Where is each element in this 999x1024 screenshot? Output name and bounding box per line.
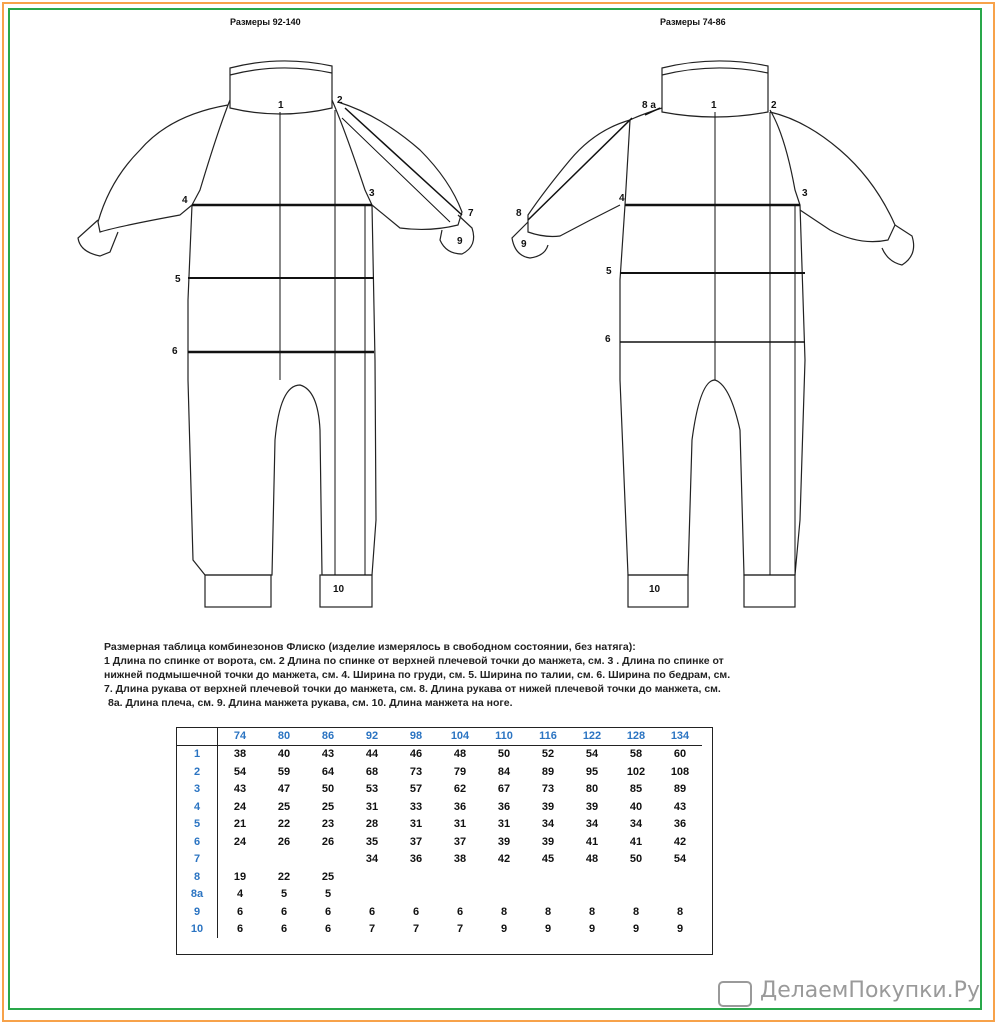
table-cell: 25	[321, 870, 335, 883]
right-marker-9: 9	[521, 239, 527, 250]
table-cell	[438, 868, 482, 886]
size-header-cell: 128	[614, 727, 658, 745]
table-cell: 40	[629, 800, 643, 813]
table-cell: 37	[409, 835, 423, 848]
table-cell: 39	[497, 835, 511, 848]
table-cell	[306, 851, 350, 869]
table-cell: 6	[236, 923, 244, 936]
table-corner-cell	[177, 727, 218, 745]
table-row	[177, 886, 702, 904]
table-cell: 6	[412, 905, 420, 918]
row-label: 2	[177, 763, 218, 781]
table-cell: 46	[409, 748, 423, 761]
table-cell: 43	[321, 748, 335, 761]
table-cell: 23	[321, 818, 335, 831]
table-row	[177, 868, 702, 886]
table-cell: 89	[541, 765, 555, 778]
table-cell: 67	[497, 783, 511, 796]
table-cell: 108	[670, 765, 690, 778]
table-cell: 31	[409, 818, 423, 831]
row-label: 3	[177, 781, 218, 799]
table-cell: 44	[365, 748, 379, 761]
table-cell: 60	[673, 748, 687, 761]
row-label: 9	[177, 903, 218, 921]
table-cell: 9	[632, 923, 640, 936]
table-cell	[262, 851, 306, 869]
table-cell: 68	[365, 765, 379, 778]
table-cell	[482, 886, 526, 904]
table-cell: 22	[277, 818, 291, 831]
table-cell: 8	[544, 905, 552, 918]
cart-logo-icon	[718, 981, 752, 1007]
row-label: 4	[177, 798, 218, 816]
table-cell: 21	[233, 818, 247, 831]
table-cell	[394, 868, 438, 886]
table-cell: 41	[585, 835, 599, 848]
size-header-cell: 80	[262, 727, 306, 745]
table-cell: 38	[233, 748, 247, 761]
table-cell: 73	[409, 765, 423, 778]
description-line-3: нижней подмышечной точки до манжета, см. 4. Ширина по груди, см. 5. Ширина по талии, см. 6. Ширина по бедрам, см.	[104, 669, 731, 681]
table-cell	[614, 868, 658, 886]
right-size-title: Размеры 74-86	[660, 17, 726, 27]
table-cell: 41	[629, 835, 643, 848]
table-cell: 31	[497, 818, 511, 831]
right-measure-lines	[528, 108, 805, 575]
table-cell: 6	[368, 905, 376, 918]
table-cell: 54	[585, 748, 599, 761]
left-jumpsuit-drawing	[78, 61, 474, 607]
table-cell: 39	[541, 835, 555, 848]
row-label: 8а	[177, 886, 218, 904]
table-cell: 57	[409, 783, 423, 796]
table-cell: 48	[585, 853, 599, 866]
table-cell: 43	[673, 800, 687, 813]
table-cell: 47	[277, 783, 291, 796]
table-cell: 35	[365, 835, 379, 848]
watermark-text: ДелаемПокупки.Ру	[760, 978, 980, 1003]
table-cell: 7	[412, 923, 420, 936]
description-line-4: 7. Длина рукава от верхней плечевой точки до манжета, см. 8. Длина рукава от нижей плечевой точки до манжета, см.	[104, 683, 721, 695]
table-cell: 54	[233, 765, 247, 778]
size-header-cell: 92	[350, 727, 394, 745]
table-cell: 31	[453, 818, 467, 831]
table-cell: 50	[497, 748, 511, 761]
right-markers	[516, 100, 808, 595]
size-header-cell: 104	[438, 727, 482, 745]
table-row	[177, 816, 702, 834]
row-label: 6	[177, 833, 218, 851]
table-cell: 26	[277, 835, 291, 848]
table-cell: 8	[588, 905, 596, 918]
table-cell: 6	[280, 923, 288, 936]
left-size-title: Размеры 92-140	[230, 17, 301, 27]
table-cell: 89	[673, 783, 687, 796]
table-cell: 9	[500, 923, 508, 936]
right-marker-2: 2	[771, 100, 777, 111]
table-cell: 9	[544, 923, 552, 936]
size-header-cell: 116	[526, 727, 570, 745]
table-cell: 22	[277, 870, 291, 883]
row-label: 8	[177, 868, 218, 886]
table-cell: 26	[321, 835, 335, 848]
size-header-cell: 98	[394, 727, 438, 745]
table-cell: 40	[277, 748, 291, 761]
table-cell: 4	[236, 888, 244, 901]
table-cell: 7	[368, 923, 376, 936]
table-row	[177, 851, 702, 869]
table-cell: 38	[453, 853, 467, 866]
row-label: 7	[177, 851, 218, 869]
table-cell: 50	[629, 853, 643, 866]
table-cell: 25	[277, 800, 291, 813]
table-cell: 39	[541, 800, 555, 813]
left-marker-9: 9	[457, 236, 463, 247]
right-marker-6: 6	[605, 334, 611, 345]
left-marker-5: 5	[175, 274, 181, 285]
table-cell: 34	[365, 853, 379, 866]
table-cell: 31	[365, 800, 379, 813]
table-cell: 36	[409, 853, 423, 866]
table-cell: 102	[626, 765, 646, 778]
table-cell	[350, 868, 394, 886]
table-cell: 6	[324, 905, 332, 918]
table-cell: 24	[233, 800, 247, 813]
row-label: 10	[177, 921, 218, 939]
table-cell: 6	[236, 905, 244, 918]
table-cell: 39	[585, 800, 599, 813]
table-cell: 5	[324, 888, 332, 901]
table-cell: 24	[233, 835, 247, 848]
table-cell: 36	[453, 800, 467, 813]
table-cell: 36	[673, 818, 687, 831]
size-header-cell: 134	[658, 727, 702, 745]
table-cell: 25	[321, 800, 335, 813]
table-cell: 52	[541, 748, 555, 761]
size-header-cell: 122	[570, 727, 614, 745]
right-marker-4: 4	[619, 193, 625, 204]
table-cell	[526, 886, 570, 904]
table-cell: 8	[500, 905, 508, 918]
table-cell	[658, 886, 702, 904]
table-cell: 33	[409, 800, 423, 813]
table-cell: 95	[585, 765, 599, 778]
size-header-cell: 86	[306, 727, 350, 745]
table-cell: 6	[280, 905, 288, 918]
table-cell	[658, 868, 702, 886]
left-marker-7: 7	[468, 208, 474, 219]
right-marker-8: 8	[516, 208, 522, 219]
table-row	[177, 798, 702, 816]
size-header-cell: 74	[218, 727, 263, 745]
table-cell: 9	[676, 923, 684, 936]
left-marker-3: 3	[369, 188, 375, 199]
table-cell	[614, 886, 658, 904]
table-cell: 50	[321, 783, 335, 796]
table-cell: 79	[453, 765, 467, 778]
table-cell: 34	[629, 818, 643, 831]
right-marker-8a: 8 а	[642, 100, 656, 111]
right-marker-1: 1	[711, 100, 717, 111]
measurement-description	[104, 640, 864, 710]
left-markers	[172, 95, 474, 595]
left-marker-10: 10	[333, 584, 345, 595]
table-cell: 73	[541, 783, 555, 796]
description-line-2: 1 Длина по спинке от ворота, см. 2 Длина по спинке от верхней плечевой точки до манжета, см. 3 . Длина по спинке от	[104, 655, 724, 667]
table-cell: 8	[632, 905, 640, 918]
table-row	[177, 763, 702, 781]
table-cell: 84	[497, 765, 511, 778]
table-cell: 45	[541, 853, 555, 866]
right-jumpsuit-drawing	[512, 61, 914, 607]
table-cell: 34	[541, 818, 555, 831]
table-row	[177, 781, 702, 799]
table-cell: 58	[629, 748, 643, 761]
table-cell: 42	[673, 835, 687, 848]
table-cell	[570, 886, 614, 904]
table-cell: 43	[233, 783, 247, 796]
table-cell: 5	[280, 888, 288, 901]
table-cell: 59	[277, 765, 291, 778]
table-cell	[570, 868, 614, 886]
table-cell: 19	[233, 870, 247, 883]
table-cell: 48	[453, 748, 467, 761]
table-cell: 42	[497, 853, 511, 866]
left-marker-2: 2	[337, 95, 343, 106]
left-marker-6: 6	[172, 346, 178, 357]
left-measure-lines	[188, 108, 462, 575]
table-cell: 53	[365, 783, 379, 796]
table-cell: 37	[453, 835, 467, 848]
right-marker-3: 3	[802, 188, 808, 199]
table-cell: 9	[588, 923, 596, 936]
size-header-cell: 110	[482, 727, 526, 745]
table-row	[177, 745, 702, 763]
right-marker-5: 5	[606, 266, 612, 277]
description-line-5: 8а. Длина плеча, см. 9. Длина манжета рукава, см. 10. Длина манжета на ноге.	[108, 697, 513, 709]
size-header-row	[177, 727, 702, 745]
size-table	[177, 727, 702, 938]
table-cell: 6	[324, 923, 332, 936]
left-marker-1: 1	[278, 100, 284, 111]
right-marker-10: 10	[649, 584, 661, 595]
table-cell: 6	[456, 905, 464, 918]
table-cell: 80	[585, 783, 599, 796]
table-cell	[394, 886, 438, 904]
table-cell	[526, 868, 570, 886]
row-label: 5	[177, 816, 218, 834]
table-cell: 85	[629, 783, 643, 796]
size-table-body	[177, 745, 702, 938]
table-cell: 34	[585, 818, 599, 831]
description-line-1: Размерная таблица комбинезонов Флиско (изделие измерялось в свободном состоянии, без натяга):	[104, 641, 636, 653]
table-cell: 62	[453, 783, 467, 796]
table-cell: 36	[497, 800, 511, 813]
row-label: 1	[177, 745, 218, 763]
table-row	[177, 833, 702, 851]
table-cell	[218, 851, 263, 869]
table-cell	[438, 886, 482, 904]
table-cell: 7	[456, 923, 464, 936]
table-cell	[350, 886, 394, 904]
table-cell	[482, 868, 526, 886]
table-row	[177, 921, 702, 939]
table-cell: 8	[676, 905, 684, 918]
table-cell: 64	[321, 765, 335, 778]
table-row	[177, 903, 702, 921]
table-cell: 54	[673, 853, 687, 866]
left-marker-4: 4	[182, 195, 188, 206]
table-cell: 28	[365, 818, 379, 831]
